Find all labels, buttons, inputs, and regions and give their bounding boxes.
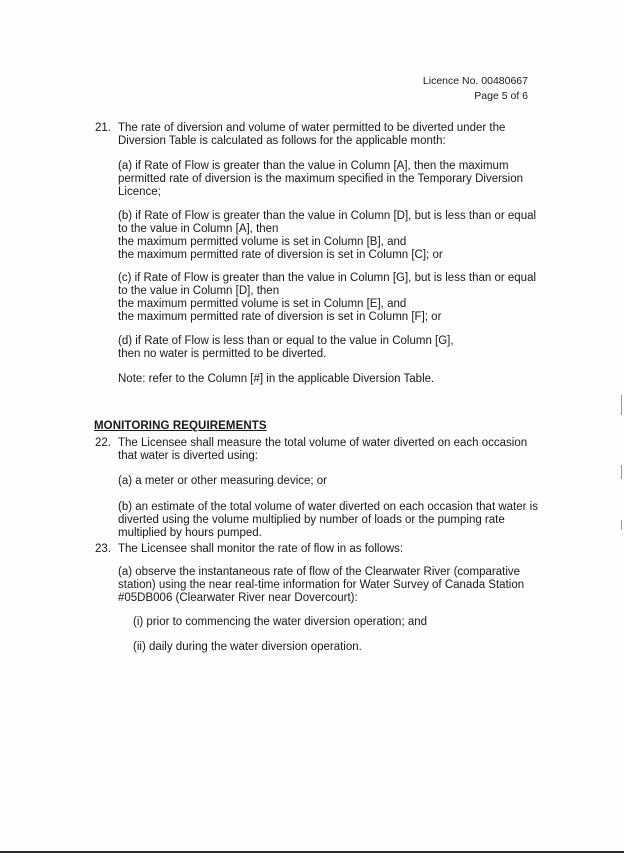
clause-23-sub-ii: (ii) daily during the water diversion operation. bbox=[133, 641, 362, 653]
para-line: (c) if Rate of Flow is greater than the value in Column [G], but is less than or equal bbox=[118, 272, 537, 284]
para-line: permitted rate of diversion is the maximum specified in the Temporary Diversion bbox=[118, 173, 524, 185]
clause-22-line: The Licensee shall measure the total volume of water diverted on each occasion bbox=[118, 437, 528, 449]
para-line: (a) observe the instantaneous rate of flow of the Clearwater River (comparative bbox=[118, 566, 521, 578]
clause-21-line: Diversion Table is calculated as follows for the applicable month: bbox=[118, 135, 446, 147]
para-line: multiplied by hours pumped. bbox=[118, 527, 262, 539]
note-text: Note: refer to the Column [#] in the applicable Diversion Table. bbox=[118, 373, 435, 385]
clause-21-number: 21. bbox=[95, 122, 111, 134]
licence-number: Licence No. 00480667 bbox=[422, 75, 528, 87]
clause-23-number: 23. bbox=[95, 543, 111, 555]
para-line: then no water is permitted to be diverted. bbox=[118, 348, 327, 360]
para-line: station) using the near real-time information for Water Survey of Canada Station bbox=[118, 579, 525, 591]
clause-21-text bbox=[118, 122, 535, 148]
clause-21-para-d bbox=[118, 335, 538, 361]
clause-21-para-a bbox=[118, 160, 538, 199]
para-line: (b) if Rate of Flow is greater than the value in Column [D], but is less than or equal bbox=[118, 210, 537, 222]
clause-22 bbox=[95, 437, 535, 463]
clause-21-para-c bbox=[118, 272, 538, 324]
clause-21 bbox=[95, 122, 535, 148]
clause-21-note bbox=[118, 373, 538, 386]
para-line: (b) an estimate of the total volume of water diverted on each occasion that water is bbox=[118, 501, 538, 513]
page-header bbox=[423, 74, 528, 104]
para-line: (a) if Rate of Flow is greater than the value in Column [A], then the maximum bbox=[118, 160, 509, 172]
monitoring-requirements-heading: MONITORING REQUIREMENTS bbox=[94, 420, 267, 432]
para-line: the maximum permitted rate of diversion is set in Column [C]; or bbox=[118, 249, 443, 261]
para-line: the maximum permitted volume is set in Column [B], and bbox=[118, 236, 407, 248]
para-line: (a) a meter or other measuring device; or bbox=[118, 475, 328, 487]
para-line: (d) if Rate of Flow is less than or equal to the value in Column [G], bbox=[118, 335, 454, 347]
scan-artifact-mark bbox=[621, 465, 622, 479]
clause-23 bbox=[95, 543, 535, 556]
para-line: to the value in Column [D], then bbox=[118, 285, 280, 297]
clause-21-line: The rate of diversion and volume of water permitted to be diverted under the bbox=[118, 122, 506, 134]
para-line: the maximum permitted rate of diversion is set in Column [F]; or bbox=[118, 311, 442, 323]
para-line: diverted using the volume multiplied by number of loads or the pumping rate bbox=[118, 514, 505, 526]
clause-22-text bbox=[118, 437, 535, 463]
clause-23-sub-i: (i) prior to commencing the water diversion operation; and bbox=[133, 616, 428, 628]
clause-22-number: 22. bbox=[95, 437, 111, 449]
clause-23-line: The Licensee shall monitor the rate of flow in as follows: bbox=[118, 543, 404, 555]
scan-artifact-mark bbox=[621, 520, 622, 530]
para-line: to the value in Column [A], then bbox=[118, 223, 279, 235]
clause-23-text bbox=[118, 543, 535, 556]
clause-21-para-b bbox=[118, 210, 538, 262]
para-line: #05DB006 (Clearwater River near Dovercourt): bbox=[118, 592, 358, 604]
para-line: the maximum permitted volume is set in Column [E], and bbox=[118, 298, 407, 310]
para-line: Licence; bbox=[118, 186, 161, 198]
clause-22-line: that water is diverted using: bbox=[118, 450, 258, 462]
clause-22-para-a bbox=[118, 475, 538, 488]
clause-23-para-a bbox=[118, 566, 538, 605]
page-number: Page 5 of 6 bbox=[474, 90, 528, 102]
scan-artifact-mark bbox=[621, 395, 622, 415]
bottom-edge-rule bbox=[0, 851, 624, 853]
clause-22-para-b bbox=[118, 501, 538, 540]
